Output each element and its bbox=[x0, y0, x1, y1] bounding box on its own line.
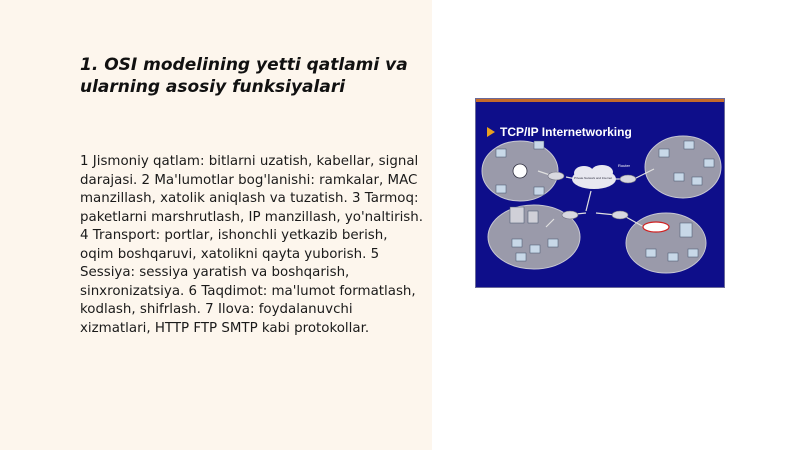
slide-title: 1. OSI modelining yetti qatlami va ularning asosiy funksiyalari bbox=[80, 55, 408, 97]
cloud-label: Private Network and Internet bbox=[574, 176, 613, 180]
figure-title: TCP/IP Internetworking bbox=[500, 125, 632, 139]
token-ring-icon bbox=[643, 222, 669, 232]
router-label: Router bbox=[618, 163, 631, 168]
title-arrow-icon bbox=[487, 127, 495, 137]
network-diagram-image bbox=[475, 98, 725, 288]
hub-icon bbox=[513, 164, 527, 178]
network-blob-bottom-right bbox=[626, 213, 706, 273]
slide-body-text: 1 Jismoniy qatlam: bitlarni uzatish, kabellar, signal darajasi. 2 Ma'lumotlar bog'lanishi: ramkalar, MAC manzillash, xatolik aniqlash va tuzatish. 3 Tarmoq: paketlarni marshrutlash, IP manzillash, yo'naltirish. 4 Transport: portlar, ishonchli yetkazib berish, oqim boshqaruvi, xatolikni qayta yuborish. 5 Sessiya: sessiya yaratish va boshqarish, sinxronizatsiya. 6 Taqdimot: ma'lumot formatlash, kodlash, shifrlash. 7 Ilova: foydalanuvchi xizmatlari, HTTP FTP SMTP kabi protokollar. bbox=[80, 154, 424, 336]
